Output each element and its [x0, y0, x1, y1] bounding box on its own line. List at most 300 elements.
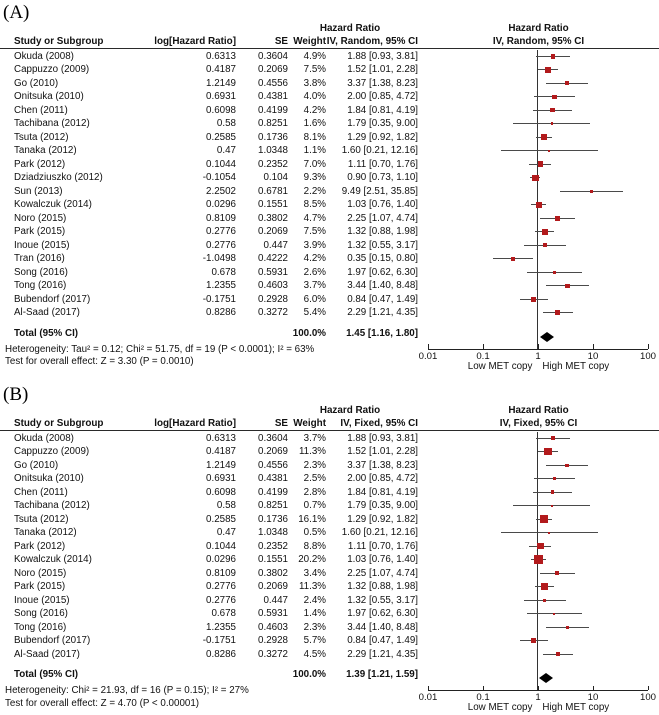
col-header-weight: Weight — [293, 35, 326, 47]
col-header-model: IV, Fixed, 95% CI — [340, 417, 418, 429]
weight-value: 3.9% — [303, 239, 326, 251]
study-row — [0, 445, 659, 459]
weight-value: 20.2% — [298, 554, 326, 565]
study-row — [0, 580, 659, 594]
spacer-cell — [236, 668, 288, 682]
group-header-stats: Hazard Ratio — [319, 23, 381, 34]
spacer-cell — [236, 327, 288, 341]
se-value: 0.3272 — [258, 307, 288, 318]
se-value: 0.447 — [263, 594, 288, 606]
se-value: 0.447 — [263, 239, 288, 251]
study-name: Go (2010) — [14, 77, 59, 89]
total-weight: 100.0% — [292, 669, 326, 680]
weight-value: 2.2% — [303, 185, 326, 197]
effect-marker — [534, 555, 543, 564]
log-hr-value: 0.47 — [216, 145, 236, 156]
se-value: 0.4556 — [258, 77, 288, 89]
col-header-model: IV, Random, 95% CI — [326, 35, 418, 47]
axis-tick-label: 10 — [587, 692, 599, 703]
se-value: 0.2069 — [258, 226, 288, 237]
total-weight: 100.0% — [292, 327, 326, 339]
hr-ci-value: 1.11 [0.70, 1.76] — [347, 158, 418, 170]
se-value: 0.4199 — [258, 486, 288, 498]
hr-ci-value: 1.52 [1.01, 2.28] — [347, 64, 418, 75]
study-name: Dziadziuszko (2012) — [14, 172, 103, 183]
hr-ci-value: 1.03 [0.76, 1.40] — [347, 554, 418, 565]
summary-diamond — [540, 329, 554, 339]
study-row — [0, 513, 659, 527]
study-name: Tsuta (2012) — [14, 131, 69, 143]
total-label: Total (95% CI) — [14, 669, 79, 680]
hr-ci-value: 1.32 [0.88, 1.98] — [347, 581, 418, 592]
weight-value: 8.5% — [303, 199, 326, 210]
study-name: Al-Saad (2017) — [14, 648, 80, 660]
log-hr-value: 0.2776 — [206, 239, 236, 251]
log-hr-value: 1.2149 — [206, 459, 236, 471]
hr-ci-value: 1.84 [0.81, 4.19] — [347, 104, 418, 116]
effect-marker — [553, 613, 556, 616]
axis-tick — [538, 686, 539, 691]
se-value: 0.3604 — [258, 432, 288, 444]
axis-left-label: Low MET copy — [467, 360, 533, 372]
hr-ci-value: 1.97 [0.62, 6.30] — [347, 608, 418, 619]
study-name: Al-Saad (2017) — [14, 307, 80, 318]
effect-marker — [551, 490, 555, 494]
weight-value: 11.3% — [298, 581, 326, 592]
log-hr-value: 0.47 — [216, 527, 236, 538]
hr-ci-value: 0.84 [0.47, 1.49] — [347, 635, 418, 646]
table-header — [0, 23, 659, 48]
weight-value: 2.8% — [303, 486, 326, 498]
hr-ci-value: 1.88 [0.93, 3.81] — [347, 432, 418, 444]
axis-tick — [593, 686, 594, 691]
weight-value: 3.4% — [303, 567, 326, 579]
effect-marker — [565, 81, 569, 85]
axis-sublabels — [418, 702, 659, 713]
effect-marker — [551, 54, 556, 59]
study-name: Park (2012) — [14, 540, 66, 552]
axis-tick-label: 0.1 — [476, 692, 490, 703]
weight-value: 4.5% — [303, 648, 326, 660]
study-name: Inoue (2015) — [14, 594, 70, 606]
overall-effect-note: Test for overall effect: Z = 4.70 (P < 0.00001) — [5, 697, 200, 709]
se-value: 0.3802 — [258, 567, 288, 579]
log-hr-value: 0.2585 — [206, 131, 236, 143]
log-hr-value: 0.4187 — [206, 64, 236, 75]
log-hr-value: -0.1054 — [202, 172, 236, 183]
hr-ci-value: 3.37 [1.38, 8.23] — [347, 459, 418, 471]
panel-label: (B) — [3, 384, 29, 405]
col-header-weight: Weight — [293, 417, 326, 429]
axis-sublabels — [418, 361, 659, 372]
hr-ci-value: 2.00 [0.85, 4.72] — [347, 473, 418, 484]
hr-ci-value: 1.32 [0.55, 3.17] — [347, 239, 418, 251]
log-hr-value: 0.8286 — [206, 307, 236, 318]
study-row — [0, 634, 659, 648]
vertical-reference-line — [537, 50, 538, 349]
group-header-plot: Hazard Ratio — [508, 23, 569, 34]
effect-marker — [553, 271, 556, 274]
log-hr-value: 0.0296 — [206, 554, 236, 565]
hr-ci-value: 1.52 [1.01, 2.28] — [347, 446, 418, 457]
hr-ci-value: 3.44 [1.40, 8.48] — [347, 621, 418, 633]
weight-value: 0.5% — [303, 527, 326, 538]
weight-value: 7.0% — [303, 158, 326, 170]
study-name: Bubendorf (2017) — [14, 635, 91, 646]
total-ci: 1.45 [1.16, 1.80] — [346, 327, 418, 339]
se-value: 0.4556 — [258, 459, 288, 471]
effect-marker — [551, 505, 554, 508]
effect-marker — [545, 67, 551, 73]
table-header — [0, 405, 659, 430]
log-hr-value: 0.6931 — [206, 91, 236, 102]
se-value: 0.5931 — [258, 608, 288, 619]
se-value: 0.4381 — [258, 91, 288, 102]
study-name: Chen (2011) — [14, 486, 68, 498]
se-value: 0.3604 — [258, 50, 288, 62]
study-name: Park (2015) — [14, 581, 66, 592]
effect-marker — [553, 477, 556, 480]
weight-value: 8.1% — [303, 131, 326, 143]
study-name: Noro (2015) — [14, 212, 67, 224]
log-hr-value: 0.2776 — [206, 581, 236, 592]
effect-marker — [552, 95, 556, 99]
log-hr-value: 0.8109 — [206, 212, 236, 224]
effect-marker — [544, 448, 551, 455]
log-hr-value: 1.2355 — [206, 621, 236, 633]
se-value: 0.8251 — [258, 118, 288, 129]
footnotes — [0, 344, 435, 370]
hr-ci-value: 1.84 [0.81, 4.19] — [347, 486, 418, 498]
axis-tick-label: 0.01 — [418, 350, 438, 362]
weight-value: 7.5% — [303, 64, 326, 75]
total-label: Total (95% CI) — [14, 327, 79, 339]
log-hr-value: 0.1044 — [206, 158, 236, 170]
spacer-cell — [400, 23, 418, 36]
effect-marker — [548, 532, 551, 535]
weight-value: 1.4% — [303, 608, 326, 619]
se-value: 0.1551 — [258, 554, 288, 565]
log-hr-value: 1.2149 — [206, 77, 236, 89]
se-value: 0.2928 — [258, 293, 288, 305]
axis-tick-label: 100 — [639, 350, 656, 362]
col-header-se: SE — [274, 417, 288, 429]
log-hr-value: 0.8286 — [206, 648, 236, 660]
weight-value: 3.7% — [303, 280, 326, 291]
axis-line — [428, 690, 648, 691]
study-rows — [0, 50, 659, 320]
group-header-stats: Hazard Ratio — [319, 405, 381, 416]
overall-effect-note: Test for overall effect: Z = 3.30 (P = 0.0010) — [5, 356, 194, 368]
heterogeneity-note: Heterogeneity: Tau² = 0.12; Chi² = 51.75, df = 19 (P < 0.0001); I² = 63% — [5, 343, 315, 355]
hr-ci-value: 1.60 [0.21, 12.16] — [341, 145, 418, 156]
log-hr-value: 0.1044 — [206, 540, 236, 552]
effect-marker — [555, 310, 560, 315]
axis-right-label: High MET copy — [542, 702, 610, 713]
spacer-cell — [150, 668, 236, 682]
se-value: 0.3802 — [258, 212, 288, 224]
study-name: Cappuzzo (2009) — [14, 446, 90, 457]
effect-marker — [555, 571, 559, 575]
hr-ci-value: 3.37 [1.38, 8.23] — [347, 77, 418, 89]
study-row — [0, 293, 659, 307]
log-hr-value: 2.2502 — [206, 185, 236, 197]
study-name: Park (2015) — [14, 226, 66, 237]
effect-marker — [511, 257, 515, 261]
se-value: 0.2069 — [258, 446, 288, 457]
hr-ci-value: 2.25 [1.07, 4.74] — [347, 567, 418, 579]
hr-ci-value: 1.97 [0.62, 6.30] — [347, 266, 418, 278]
hr-ci-value: 1.29 [0.92, 1.82] — [347, 131, 418, 143]
log-hr-value: 0.6313 — [206, 50, 236, 62]
axis-line — [428, 349, 648, 350]
hr-ci-value: 0.84 [0.47, 1.49] — [347, 293, 418, 305]
se-value: 0.2069 — [258, 581, 288, 592]
hr-ci-value: 1.11 [0.70, 1.76] — [347, 540, 418, 552]
hr-ci-value: 9.49 [2.51, 35.85] — [341, 185, 418, 197]
log-hr-value: 0.8109 — [206, 567, 236, 579]
hr-ci-value: 1.29 [0.92, 1.82] — [347, 513, 418, 525]
hr-ci-value: 1.79 [0.35, 9.00] — [347, 500, 418, 511]
col-header-loghr: log[Hazard Ratio] — [154, 417, 236, 429]
study-name: Kowalczuk (2014) — [14, 554, 92, 565]
se-value: 0.2352 — [258, 540, 288, 552]
col-header-study: Study or Subgroup — [14, 35, 104, 47]
weight-value: 4.0% — [303, 91, 326, 102]
spacer-cell — [0, 23, 300, 36]
effect-marker — [548, 150, 551, 153]
study-name: Onitsuka (2010) — [14, 473, 84, 484]
se-value: 1.0348 — [258, 145, 288, 156]
effect-marker — [540, 515, 548, 523]
study-row — [0, 553, 659, 567]
study-row — [0, 63, 659, 77]
log-hr-value: 0.6931 — [206, 473, 236, 484]
summary-diamond — [539, 670, 553, 680]
axis-tick — [483, 344, 484, 349]
se-value: 0.1736 — [258, 131, 288, 143]
weight-value: 3.7% — [303, 432, 326, 444]
hr-ci-value: 1.32 [0.88, 1.98] — [347, 226, 418, 237]
study-name: Go (2010) — [14, 459, 59, 471]
study-name: Okuda (2008) — [14, 50, 74, 62]
se-value: 0.1551 — [258, 199, 288, 210]
se-value: 0.4222 — [258, 253, 288, 264]
log-hr-value: 0.678 — [211, 608, 236, 619]
log-hr-value: -1.0498 — [202, 253, 236, 264]
effect-marker — [590, 190, 593, 193]
study-name: Inoue (2015) — [14, 239, 70, 251]
forest-panel-b — [0, 384, 659, 715]
total-ci: 1.39 [1.21, 1.59] — [346, 669, 418, 680]
hr-ci-value: 0.90 [0.73, 1.10] — [347, 172, 418, 183]
se-value: 0.4603 — [258, 621, 288, 633]
weight-value: 8.8% — [303, 540, 326, 552]
spacer-cell — [0, 405, 300, 418]
se-value: 0.4603 — [258, 280, 288, 291]
study-row — [0, 158, 659, 172]
log-hr-value: 0.2585 — [206, 513, 236, 525]
weight-value: 2.5% — [303, 473, 326, 484]
weight-value: 0.7% — [303, 500, 326, 511]
effect-marker — [541, 583, 548, 590]
hr-ci-value: 1.32 [0.55, 3.17] — [347, 594, 418, 606]
effect-marker — [551, 122, 554, 125]
se-value: 0.3272 — [258, 648, 288, 660]
effect-marker — [565, 464, 568, 467]
study-name: Tran (2016) — [14, 253, 65, 264]
axis-tick-label: 0.1 — [476, 350, 490, 362]
effect-marker — [550, 108, 554, 112]
log-hr-value: 0.2776 — [206, 594, 236, 606]
study-name: Noro (2015) — [14, 567, 67, 579]
effect-marker — [542, 229, 548, 235]
log-hr-value: 0.6313 — [206, 432, 236, 444]
axis-tick — [428, 686, 429, 691]
weight-value: 16.1% — [298, 513, 326, 525]
axis-left-label: Low MET copy — [467, 702, 533, 713]
weight-value: 7.5% — [303, 226, 326, 237]
se-value: 0.5931 — [258, 266, 288, 278]
log-hr-value: 0.0296 — [206, 199, 236, 210]
study-name: Tong (2016) — [14, 280, 67, 291]
weight-value: 5.4% — [303, 307, 326, 318]
log-hr-value: -0.1751 — [202, 293, 236, 305]
weight-value: 4.2% — [303, 104, 326, 116]
log-hr-value: 1.2355 — [206, 280, 236, 291]
hr-ci-value: 2.00 [0.85, 4.72] — [347, 91, 418, 102]
spacer-cell — [150, 327, 236, 341]
weight-value: 4.7% — [303, 212, 326, 224]
total-row — [0, 668, 659, 682]
hr-ci-value: 1.03 [0.76, 1.40] — [347, 199, 418, 210]
axis-tick-label: 1 — [535, 350, 541, 362]
study-name: Kowalczuk (2014) — [14, 199, 92, 210]
study-row — [0, 171, 659, 185]
weight-value: 1.6% — [303, 118, 326, 129]
log-hr-value: -0.1751 — [202, 635, 236, 646]
hr-ci-value: 1.60 [0.21, 12.16] — [341, 527, 418, 538]
hr-ci-value: 1.88 [0.93, 3.81] — [347, 50, 418, 62]
study-name: Cappuzzo (2009) — [14, 64, 90, 75]
effect-marker — [556, 652, 560, 656]
axis-tick — [483, 686, 484, 691]
study-name: Okuda (2008) — [14, 432, 74, 444]
study-name: Tong (2016) — [14, 621, 67, 633]
study-name: Chen (2011) — [14, 104, 68, 116]
study-name: Song (2016) — [14, 608, 68, 619]
se-value: 0.6781 — [258, 185, 288, 197]
hr-ci-value: 3.44 [1.40, 8.48] — [347, 280, 418, 291]
effect-marker — [531, 638, 536, 643]
heterogeneity-note: Heterogeneity: Chi² = 21.93, df = 16 (P = 0.15); I² = 27% — [5, 685, 249, 696]
weight-value: 2.6% — [303, 266, 326, 278]
log-hr-value: 0.6098 — [206, 104, 236, 116]
study-row — [0, 131, 659, 145]
effect-marker — [541, 134, 547, 140]
log-hr-value: 0.678 — [211, 266, 236, 278]
hr-ci-value: 2.29 [1.21, 4.35] — [347, 648, 418, 660]
study-name: Tanaka (2012) — [14, 527, 77, 538]
col-header-se: SE — [274, 35, 288, 47]
study-name: Tachibana (2012) — [14, 118, 90, 129]
effect-marker — [565, 284, 569, 288]
weight-value: 4.9% — [303, 50, 326, 62]
study-name: Sun (2013) — [14, 185, 63, 197]
study-name: Park (2012) — [14, 158, 66, 170]
effect-marker — [531, 297, 536, 302]
se-value: 0.4199 — [258, 104, 288, 116]
study-name: Onitsuka (2010) — [14, 91, 84, 102]
panel-label: (A) — [3, 2, 30, 23]
weight-value: 3.8% — [303, 77, 326, 89]
hr-ci-value: 1.79 [0.35, 9.00] — [347, 118, 418, 129]
group-header-plot: Hazard Ratio — [508, 405, 569, 416]
effect-marker — [538, 161, 544, 167]
effect-marker — [555, 216, 560, 221]
log-hr-value: 0.6098 — [206, 486, 236, 498]
axis-right-label: High MET copy — [542, 360, 610, 372]
weight-value: 6.0% — [303, 293, 326, 305]
weight-value: 2.3% — [303, 621, 326, 633]
study-row — [0, 198, 659, 212]
col-header-model-plot: IV, Fixed, 95% CI — [499, 417, 578, 429]
hr-ci-value: 2.29 [1.21, 4.35] — [347, 307, 418, 318]
weight-value: 5.7% — [303, 635, 326, 646]
weight-value: 9.3% — [303, 172, 326, 183]
se-value: 0.4381 — [258, 473, 288, 484]
log-hr-value: 0.58 — [216, 500, 236, 511]
axis-tick — [648, 686, 649, 691]
axis-tick-label: 10 — [587, 350, 599, 362]
axis-tick — [648, 344, 649, 349]
effect-marker — [532, 175, 538, 181]
log-hr-value: 0.2776 — [206, 226, 236, 237]
log-hr-value: 0.4187 — [206, 446, 236, 457]
axis-tick — [538, 344, 539, 349]
col-header-study: Study or Subgroup — [14, 417, 104, 429]
se-value: 0.2352 — [258, 158, 288, 170]
effect-marker — [551, 436, 555, 440]
axis-tick — [593, 344, 594, 349]
weight-value: 2.4% — [303, 594, 326, 606]
se-value: 0.2928 — [258, 635, 288, 646]
effect-marker — [543, 243, 547, 247]
study-name: Bubendorf (2017) — [14, 293, 91, 305]
forest-panel-a — [0, 2, 659, 374]
study-row — [0, 540, 659, 554]
weight-value: 11.3% — [298, 446, 326, 457]
study-name: Tachibana (2012) — [14, 500, 90, 511]
se-value: 0.1736 — [258, 513, 288, 525]
study-name: Song (2016) — [14, 266, 68, 278]
se-value: 0.104 — [263, 172, 288, 183]
weight-value: 2.3% — [303, 459, 326, 471]
effect-marker — [537, 543, 543, 549]
effect-marker — [536, 202, 542, 208]
col-header-loghr: log[Hazard Ratio] — [154, 35, 236, 47]
total-row — [0, 327, 659, 341]
se-value: 0.8251 — [258, 500, 288, 511]
study-name: Tanaka (2012) — [14, 145, 77, 156]
study-row — [0, 225, 659, 239]
hr-ci-value: 2.25 [1.07, 4.74] — [347, 212, 418, 224]
axis-tick — [428, 344, 429, 349]
se-value: 0.2069 — [258, 64, 288, 75]
spacer-cell — [400, 405, 418, 418]
footnotes — [0, 685, 435, 711]
axis-tick-label: 0.01 — [418, 692, 438, 703]
